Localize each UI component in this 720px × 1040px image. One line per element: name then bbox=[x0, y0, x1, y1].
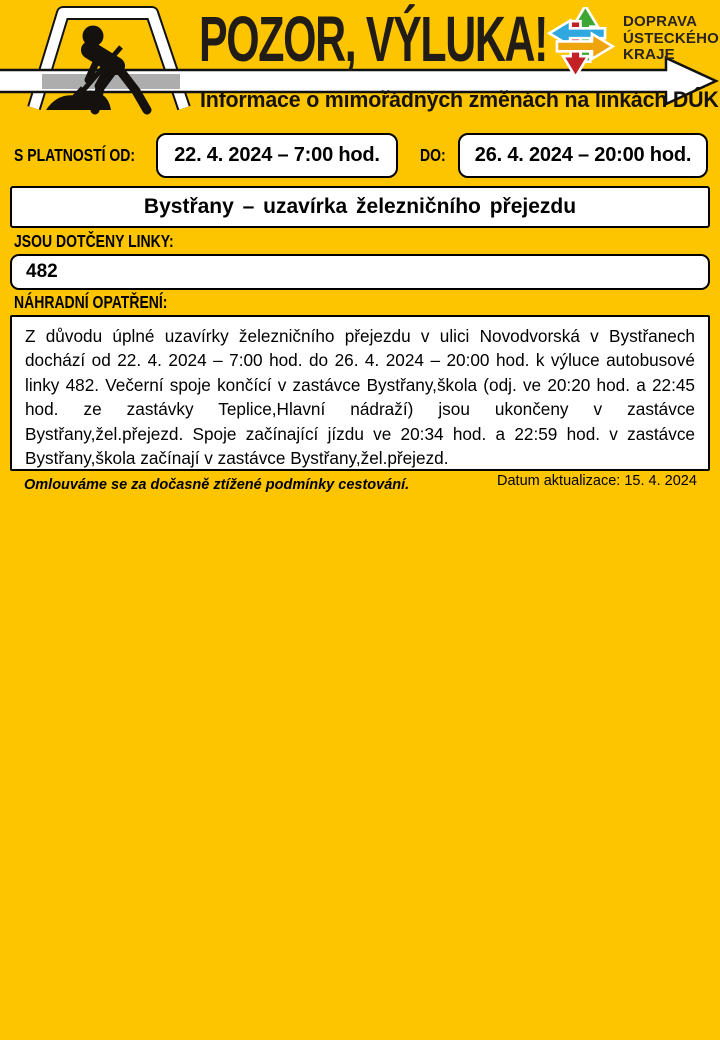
apology-text: Omlouváme se za dočasně ztížené podmínky cestování. bbox=[24, 477, 410, 493]
logo-line: KRAJE bbox=[623, 46, 675, 63]
validity-to-value: 26. 4. 2024 – 20:00 hod. bbox=[474, 144, 692, 166]
logo-line: ÚSTECKÉHO bbox=[623, 29, 719, 47]
validity-to-label: DO: bbox=[420, 145, 446, 165]
measures-label: NÁHRADNÍ OPATŘENÍ: bbox=[14, 292, 168, 312]
update-date-text: Datum aktualizace: 15. 4. 2024 bbox=[497, 473, 697, 489]
affected-lines-label: JSOU DOTČENY LINKY: bbox=[14, 231, 174, 251]
affected-lines-value: 482 bbox=[26, 261, 58, 282]
measures-text-box bbox=[10, 315, 710, 471]
notice-title: Bystřany – uzavírka železničního přejezdu bbox=[143, 195, 577, 218]
validity-from-box bbox=[156, 133, 398, 178]
validity-to-box bbox=[458, 133, 708, 178]
measures-text: Z důvodu úplné uzavírky železničního přejezdu v ulici Novodvorská v Bystřanech dochází od 22. 4. 2024 – 7:00 hod. do 26. 4. 2024 – 20:00 hod. k výluce autobusové linky 482. Večerní spoje končící v zastávce Bystřany,škola (odj. ve 20:20 hod. a 22:45 hod. ze zastávky Teplice,Hlavní nádraží) jsou ukončeny v zastávce Bystřany,žel.přejezd. Spoje začínající jízdu ve 20:34 hod. a 22:59 hod. v zastávce Bystřany,škola začínají v zastávce Bystřany,žel.přejezd. bbox=[25, 326, 695, 469]
duk-logo-text bbox=[623, 14, 719, 64]
notice-title-box bbox=[10, 186, 710, 228]
logo-line: DOPRAVA bbox=[623, 13, 698, 30]
validity-from-value: 22. 4. 2024 – 7:00 hod. bbox=[174, 144, 380, 166]
validity-from-label: S PLATNOSTÍ OD: bbox=[14, 145, 136, 165]
page-subtitle: Informace o mimořádných změnách na linkách DÚK bbox=[200, 87, 719, 112]
affected-lines-box bbox=[10, 254, 710, 290]
page-title: POZOR, VÝLUKA! bbox=[199, 3, 548, 75]
duk-logo-icon bbox=[546, 7, 616, 77]
